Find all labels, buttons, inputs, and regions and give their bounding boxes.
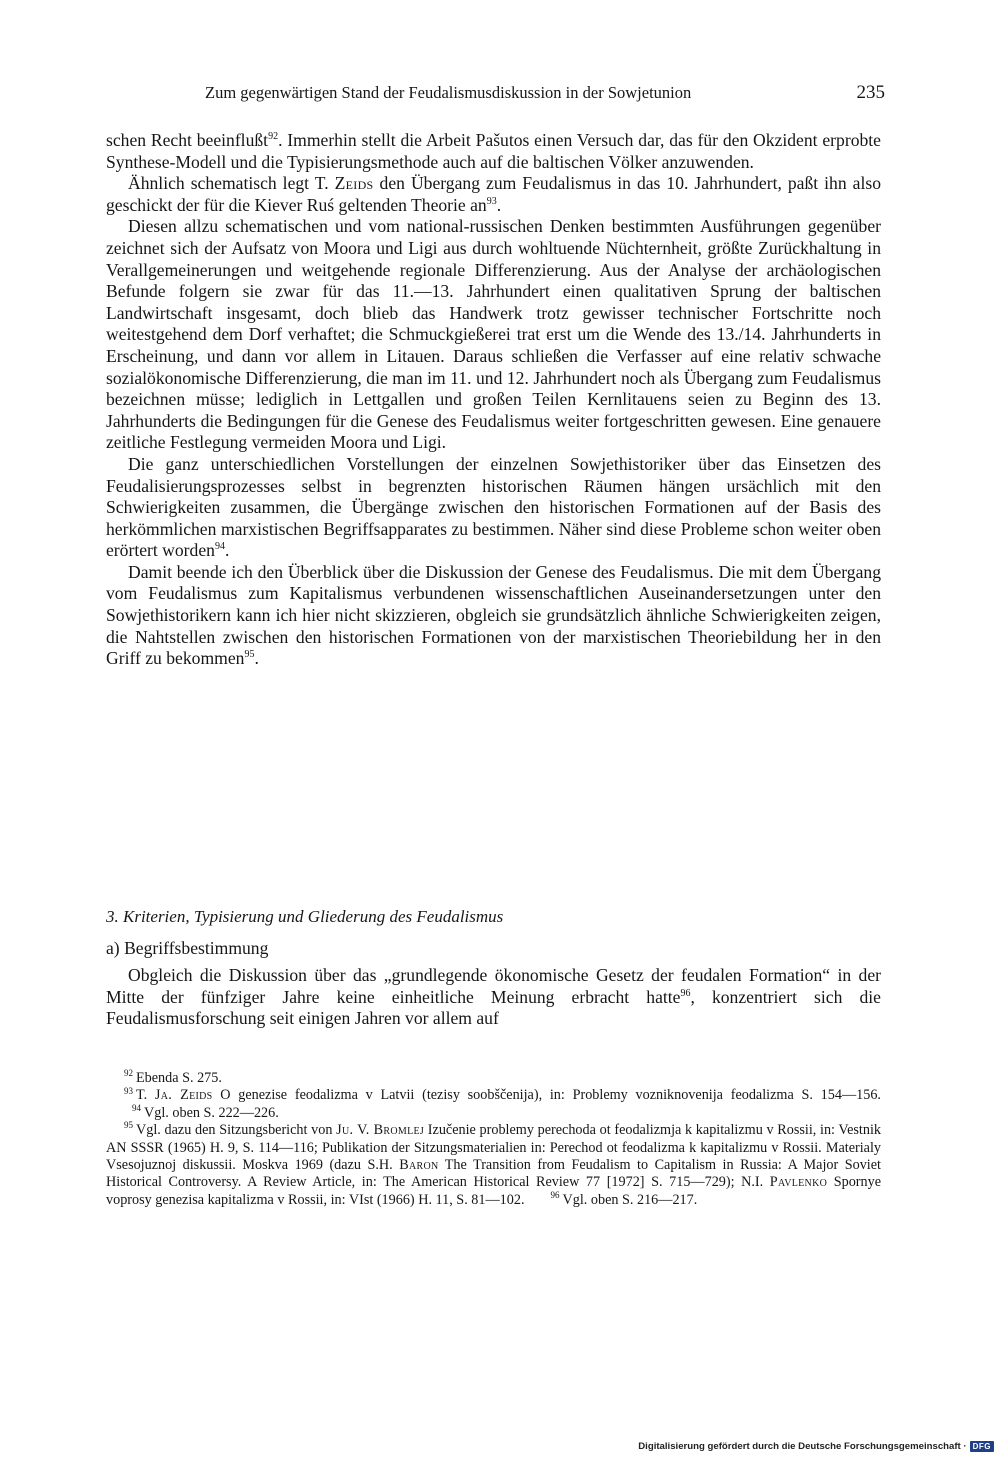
text-run: . Immerhin stellt die Arbeit Pašutos einen Versuch dar, das für den Okzident erprobte Synthese-Modell und die Typisierungsmethode auch auf die baltischen Völker anzuwenden. <box>106 130 881 172</box>
footnote-mark: 92 <box>124 1068 133 1079</box>
footnote-text: Ebenda S. 275. <box>136 1070 222 1086</box>
paragraph-5 <box>106 562 881 670</box>
body-text <box>106 130 881 670</box>
text-run: Ähnlich schematisch legt T. <box>128 173 335 194</box>
footnote-94 <box>132 1105 279 1122</box>
footnote-95 <box>106 1122 881 1209</box>
paragraph-6 <box>106 965 881 1030</box>
footnote-mark: 93 <box>124 1085 133 1096</box>
author-name: Zeids <box>334 173 374 194</box>
footnote-ref-92: 92 <box>268 131 279 143</box>
text-run: den Übergang zum Feudalismus in das 10. Jahrhundert, paßt ihn also geschickt der für die Kiever Ruś geltenden Theorie an <box>106 173 881 215</box>
dfg-logo: DFG <box>970 1441 994 1452</box>
paragraph-3: Diesen allzu schematischen und vom national-russischen Denken bestimmten Ausführungen gegenüber zeichnet sich der Aufsatz von Moora und Ligi aus durch wohltuende Nüchternheit, größte Zurückhaltung in Verallgemeinerungen und weitgehende regionale Differenzierung. Aus der Analyse der archäologischen Befunde folgern sie zwar für das 11.—13. Jahrhundert einen qualitativen Sprung der baltischen Landwirtschaft insgesamt, doch blieb das Handwerk trotz gewisser technischer Fortschritte noch weitestgehend dem Dorf verhaftet; die Schmuckgießerei trat erst um die Wende des 13./14. Jahrhunderts in Erscheinung, und dann vor allem in Litauen. Daraus schließen die Verfasser auf eine relativ schwache sozialökonomische Differenzierung, die man im 11. und 12. Jahrhundert noch als Übergang zum Feudalismus bezeichnen müsse; lediglich in Lettgallen und großen Teilen Kernlitauens seien zu Beginn des 13. Jahrhunderts die Bedingungen für die Genese des Feudalismus weiter fortgeschritten gewesen. Eine genauere zeitliche Festlegung vermeiden Moora und Ligi. <box>106 216 881 453</box>
paragraph-2 <box>106 173 881 216</box>
running-header <box>205 80 885 106</box>
author-name: Ja. Zeids <box>154 1087 213 1104</box>
footnote-text: Izučenie problemy perechoda ot feodalizmja k kapitalizmu v Rossii, in: Vestnik AN SSSR (1965) H. 9, S. 114—116; Publikation der Sitzungsmaterialien in: Perechod ot feodalizma k kapitalizmu v Rossii. Materialy Vsesojuznoj diskussii. Moskva 1969 (dazu S.H. <box>106 1122 881 1174</box>
footnote-ref-96: 96 <box>680 987 691 999</box>
footnotes <box>106 1070 881 1209</box>
text-run: . <box>224 540 230 561</box>
paragraph-4 <box>106 454 881 562</box>
funding-text: Digitalisierung gefördert durch die Deutsche Forschungsgemeinschaft · <box>638 1440 967 1452</box>
footnote-96 <box>551 1192 698 1209</box>
page-number: 235 <box>856 82 885 103</box>
footnote-93 <box>106 1087 881 1122</box>
footnote-text: The Transition from Feudalism to Capitalism in Russia: A Major Soviet Historical Controversy. A Review Article, in: The American Historical Review 77 [1972] S. 715—729); N.I. <box>106 1157 881 1191</box>
section-body <box>106 965 881 1030</box>
subsection-heading: a) Begriffsbestimmung <box>106 938 269 958</box>
section-heading: 3. Kriterien, Typisierung und Gliederung des Feudalismus <box>106 907 504 926</box>
footnote-text: Vgl. oben S. 222—226. <box>144 1104 279 1121</box>
footnote-mark: 94 <box>132 1103 141 1114</box>
text-run: schen Recht beeinflußt <box>106 130 269 150</box>
footnote-ref-93: 93 <box>486 195 497 207</box>
footnote-text: T. <box>136 1087 155 1104</box>
text-run: . <box>496 194 502 215</box>
footnote-mark: 96 <box>550 1190 560 1201</box>
footnote-92 <box>106 1070 881 1087</box>
paragraph-1 <box>106 130 881 173</box>
footnote-ref-94: 94 <box>214 541 225 553</box>
author-name: Baron <box>399 1157 439 1174</box>
text-run: Damit beende ich den Überblick über die Diskussion der Genese des Feudalismus. Die mit dem Übergang vom Feudalismus zum Kapitalismus verbundenen wissenschaftlichen Auseinandersetzungen unter den Sowjethistorikern kann ich hier nicht skizzieren, obgleich sie grundsätzlich ähnliche Schwierigkeiten zeigen, die Nahtstellen zwischen den historischen Formationen von der marxistischen Theoriebildung her in den Griff zu bekommen <box>106 561 881 669</box>
running-title: Zum gegenwärtigen Stand der Feudalismusdiskussion in der Sowjetunion <box>205 83 692 102</box>
author-name: Pavlenko <box>769 1174 828 1191</box>
footnote-text: Spornye voprosy genezisa kapitalizma v Rossii, in: VIst (1966) H. 11, S. 81—102. <box>106 1174 881 1208</box>
footnote-text: Vgl. oben S. 216—217. <box>562 1191 698 1208</box>
funding-note <box>638 1439 994 1453</box>
footnote-text: O genezise feodalizma v Latvii (tezisy soobščenija), in: Problemy vozniknovenija feodalizma S. 154—156. <box>212 1087 881 1104</box>
text-run: . <box>254 648 259 669</box>
footnote-ref-95: 95 <box>244 649 255 661</box>
footnote-text: Vgl. dazu den Sitzungsbericht von <box>136 1122 337 1139</box>
text-run: , konzentriert sich die Feudalismusforschung seit einigen Jahren vor allem auf <box>106 986 881 1029</box>
author-name: Ju. V. Bromlej <box>336 1122 425 1139</box>
text-run: Die ganz unterschiedlichen Vorstellungen der einzelnen Sowjethistoriker über das Einsetzen des Feudalisierungsprozesses selbst in begrenzten historischen Räumen hängen ursächlich mit den Schwierigkeiten zusammen, die Übergänge zwischen den historischen Formationen auf der Basis des herkömmlichen marxistischen Begriffsapparates zu bestimmen. Näher sind diese Probleme schon weiter oben erörtert worden <box>106 453 881 561</box>
text-run: Obgleich die Diskussion über das „grundlegende ökonomische Gesetz der feudalen Formation“ in der Mitte der fünfziger Jahre keine einheitliche Meinung erbracht hatte <box>106 965 881 1007</box>
footnote-mark: 95 <box>124 1120 133 1131</box>
